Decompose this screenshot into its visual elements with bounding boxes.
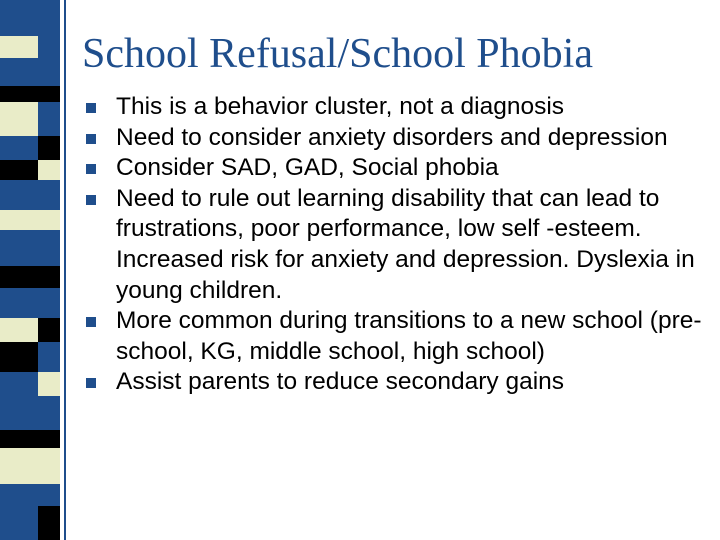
stripe-block [0,266,38,288]
stripe-block [38,180,60,210]
stripe-block [0,86,38,102]
stripe-block [38,430,60,448]
slide-title: School Refusal/School Phobia [82,31,593,77]
stripe-block [0,430,38,448]
stripe-block [0,448,38,484]
stripe-block [38,372,60,396]
stripe-block [38,230,60,266]
stripe-block [0,160,38,180]
square-bullet-icon [86,378,96,388]
stripe-block [0,136,38,160]
bullet-text: More common during transitions to a new school (pre-school, KG, middle school, high school) [116,307,702,365]
stripe-block [38,484,60,506]
stripe-block [38,86,60,102]
bullet-text: Need to consider anxiety disorders and depression [116,123,668,151]
square-bullet-icon [86,164,96,174]
bullet-text: Assist parents to reduce secondary gains [116,368,565,396]
bullet-text: This is a behavior cluster, not a diagnosis [116,93,565,120]
stripe-block [0,342,38,372]
stripe-block [0,506,38,540]
stripe-block [0,396,38,430]
square-bullet-icon [86,134,96,144]
stripe-block [38,210,60,230]
stripe-block [38,288,60,318]
bullet-item [82,153,712,184]
stripe-block [0,180,38,210]
stripe-block [38,36,60,58]
stripe-block [38,448,60,484]
stripe-block [0,58,38,86]
stripe-block [0,288,38,318]
bullet-item [82,123,712,154]
stripe-block [0,210,38,230]
stripe-block [38,342,60,372]
stripe-block [38,58,60,86]
stripe-block [38,136,60,160]
bullet-list [82,92,712,398]
bullet-text: Need to rule out learning disability that can lead to frustrations, poor performance, low self -esteem. Increased risk for anxiety and depression. Dyslexia in young children. [116,184,695,304]
decorative-stripe [0,0,60,540]
stripe-block [38,506,60,540]
bullet-item [82,184,712,306]
stripe-block [0,102,38,136]
square-bullet-icon [86,103,96,113]
stripe-block [0,0,38,36]
stripe-block [38,0,60,36]
stripe-block [0,372,38,396]
stripe-block [0,230,38,266]
bullet-text: Consider SAD, GAD, Social phobia [116,154,499,182]
stripe-block [38,160,60,180]
bullet-item [82,306,712,367]
stripe-block [0,318,38,342]
square-bullet-icon [86,195,96,205]
bullet-item [82,92,712,123]
stripe-line [64,0,66,540]
stripe-block [0,484,38,506]
stripe-block [38,318,60,342]
stripe-block [38,266,60,288]
stripe-block [38,102,60,136]
square-bullet-icon [86,317,96,327]
stripe-block [0,36,38,58]
stripe-block [38,396,60,430]
bullet-item [82,367,712,398]
